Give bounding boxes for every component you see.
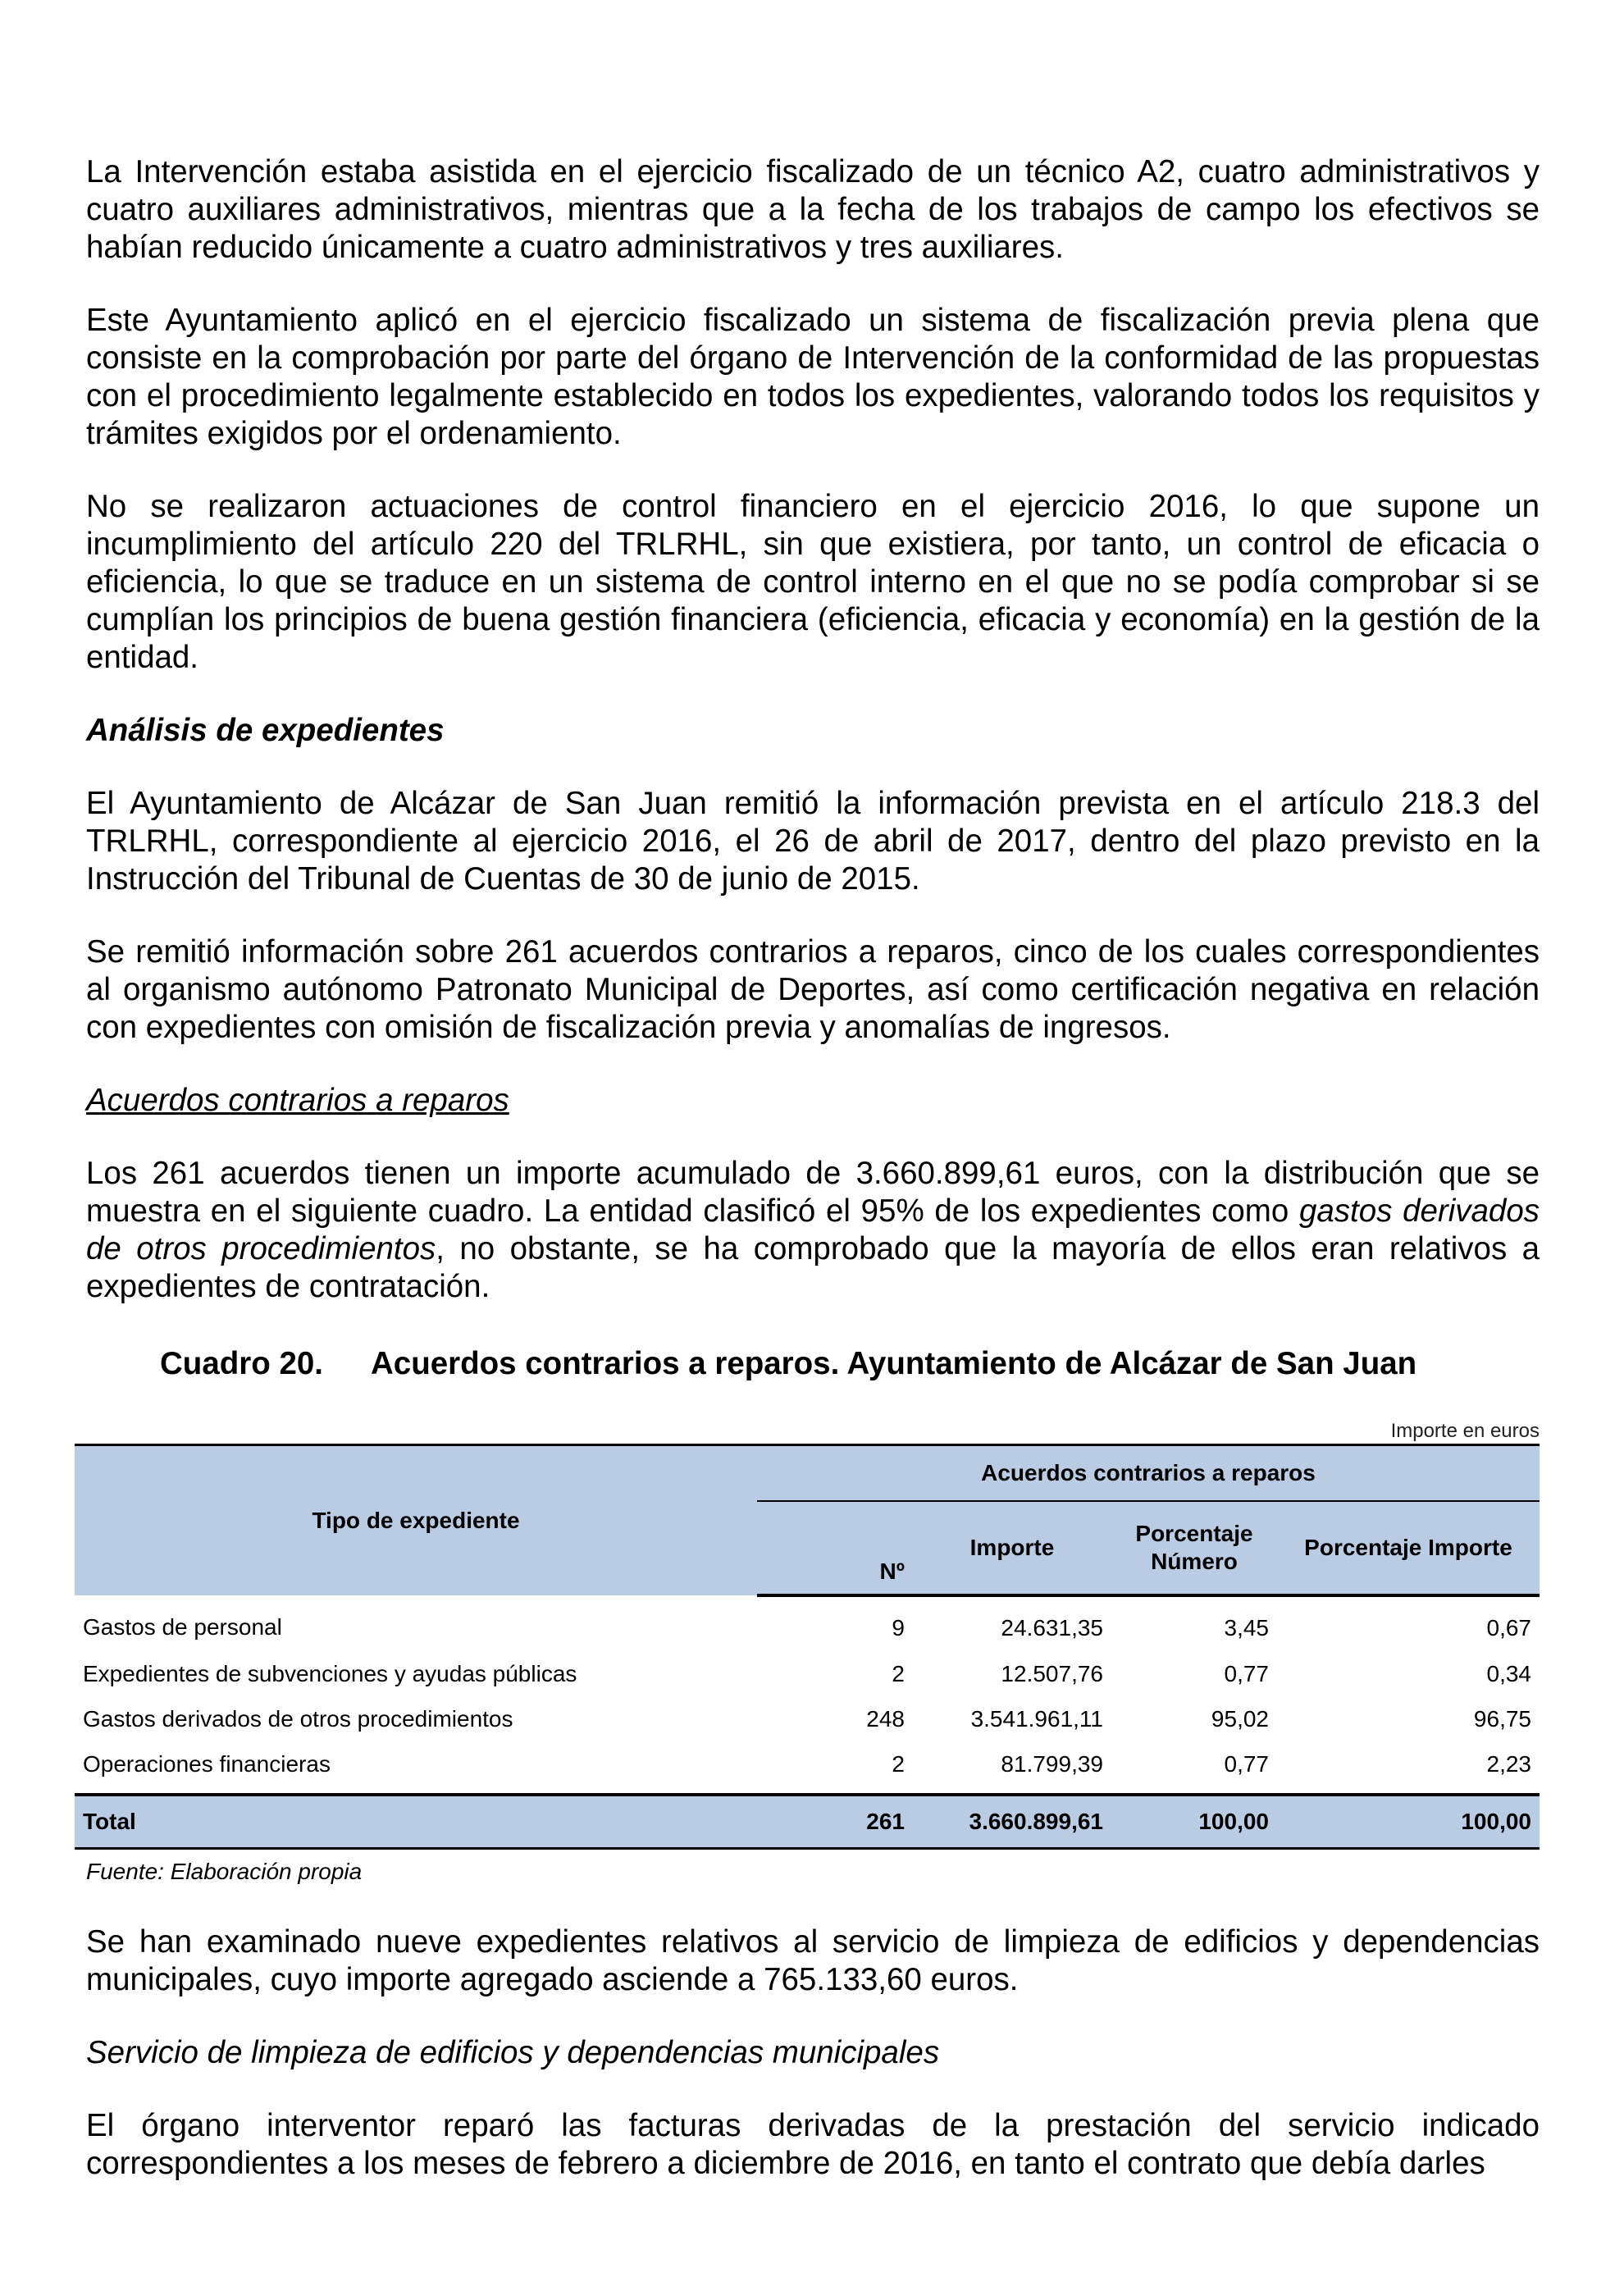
paragraph-control-financiero: No se realizaron actuaciones de control financiero en el ejercicio 2016, lo que supone un incumplimiento del artículo 220 del TRLRHL, sin que existiera, por tanto, un control de eficacia o eficiencia, lo que se traduce en un sistema de control interno en el que no se podía comprobar si se cumplían los principios de buena gestión financiera (eficiencia, eficacia y economía) en la gestión de la entidad. [86,489,1540,675]
cell-importe: 81.799,39 [1001,1750,1103,1777]
cell-porcentaje-numero: 3,45 [1224,1615,1269,1640]
paragraph-reparo-facturas: El órgano interventor reparó las facturas derivadas de la prestación del servicio indicado correspondientes a los meses de febrero a diciembre de 2016, en tanto el contrato que debía darles [86,2108,1540,2181]
paragraph-importe-text-a: Los 261 acuerdos tienen un importe acumulado de 3.660.899,61 euros, con la distribución que se muestra en el siguiente cuadro. La entidad clasificó el 95% de los expedientes como [86,1156,1540,1229]
paragraph-fiscalizacion-previa: Este Ayuntamiento aplicó en el ejercicio fiscalizado un sistema de fiscalización previa plena que consiste en la comprobación por parte del órgano de Intervención de la conformidad de las propuestas con el procedimiento legalmente establecido en todos los expedientes, valorando todos los requisitos y trámites exigidos por el ordenamiento. [86,303,1540,451]
paragraph-importe-italic: gastos derivados de otros procedimientos [86,1193,1540,1266]
cell-porcentaje-numero: 0,77 [1224,1660,1269,1686]
header-tipo-expediente: Tipo de expediente [75,1445,757,1596]
cell-porcentaje-numero: 95,02 [1211,1705,1269,1732]
header-importe: Importe [913,1501,1111,1595]
table-row [75,1595,1540,1651]
heading-analisis-expedientes: Análisis de expedientes [86,713,445,748]
table-caption-title: Acuerdos contrarios a reparos. Ayuntamiento de Alcázar de San Juan [371,1346,1417,1381]
cell-numero: 2 [892,1660,905,1686]
table-row [75,1651,1540,1696]
total-importe: 3.660.899,61 [913,1795,1111,1849]
cell-porcentaje-importe: 0,67 [1486,1615,1531,1640]
heading-acuerdos-contrarios: Acuerdos contrarios a reparos [86,1083,509,1118]
cell-numero: 248 [866,1705,905,1732]
cell-tipo: Gastos derivados de otros procedimientos [83,1705,513,1732]
paragraph-expedientes-limpieza: Se han examinado nueve expedientes relativos al servicio de limpieza de edificios y dependencias municipales, cuyo importe agregado asciende a 765.133,60 euros. [86,1924,1540,1997]
cell-tipo: Gastos de personal [83,1614,282,1640]
cell-numero: 9 [892,1615,905,1640]
cell-porcentaje-importe: 0,34 [1486,1660,1531,1686]
table-caption [86,1345,1540,1383]
table-source-note: Fuente: Elaboración propia [86,1859,363,1884]
table-caption-number: Cuadro 20. [160,1346,323,1381]
total-porcentaje-importe: 100,00 [1277,1795,1540,1849]
header-acuerdos-group: Acuerdos contrarios a reparos [757,1445,1540,1502]
table-total-row [75,1795,1540,1849]
cell-porcentaje-importe: 96,75 [1473,1705,1531,1732]
table-unit-note: Importe en euros [1390,1420,1540,1442]
paragraph-importe-text-b: , no obstante, se ha comprobado que la mayoría de ellos eran relativos a expedientes de contratación. [86,1231,1540,1304]
cell-numero: 2 [892,1750,905,1777]
total-porcentaje-numero: 100,00 [1111,1795,1277,1849]
header-numero: Nº [757,1501,913,1595]
total-label: Total [75,1795,757,1849]
paragraph-intervencion-staff: La Intervención estaba asistida en el ejercicio fiscalizado de un técnico A2, cuatro administrativos y cuatro auxiliares administrativos, mientras que a la fecha de los trabajos de campo los efectivos se habían reducido únicamente a cuatro administrativos y tres auxiliares. [86,154,1540,265]
cell-porcentaje-importe: 2,23 [1486,1750,1531,1777]
table-row [75,1696,1540,1741]
acuerdos-table [75,1444,1540,1850]
cell-importe: 3.541.961,11 [970,1705,1103,1732]
paragraph-informacion-remitida: El Ayuntamiento de Alcázar de San Juan remitió la información prevista en el artículo 218.3 del TRLRHL, correspondiente al ejercicio 2016, el 26 de abril de 2017, dentro del plazo previsto en la Instrucción del Tribunal de Cuentas de 30 de junio de 2015. [86,786,1540,897]
total-numero: 261 [757,1795,913,1849]
document-content [83,153,1540,2183]
cell-importe: 12.507,76 [1001,1660,1103,1686]
cell-porcentaje-numero: 0,77 [1224,1750,1269,1777]
cell-tipo: Expedientes de subvenciones y ayudas públicas [83,1660,577,1686]
header-porcentaje-numero-line2: Número [1151,1549,1238,1574]
header-porcentaje-numero [1111,1501,1277,1595]
header-porcentaje-numero-line1: Porcentaje [1135,1521,1253,1546]
cell-importe: 24.631,35 [1001,1615,1103,1640]
header-porcentaje-importe: Porcentaje Importe [1277,1501,1540,1595]
heading-servicio-limpieza: Servicio de limpieza de edificios y dependencias municipales [86,2035,940,2070]
table-row [75,1741,1540,1795]
cell-tipo: Operaciones financieras [83,1750,331,1777]
paragraph-importe-acumulado [86,1155,1540,1306]
paragraph-acuerdos-remitidos: Se remitió información sobre 261 acuerdos contrarios a reparos, cinco de los cuales correspondientes al organismo autónomo Patronato Municipal de Deportes, así como certificación negativa en relación con expedientes con omisión de fiscalización previa y anomalías de ingresos. [86,934,1540,1045]
